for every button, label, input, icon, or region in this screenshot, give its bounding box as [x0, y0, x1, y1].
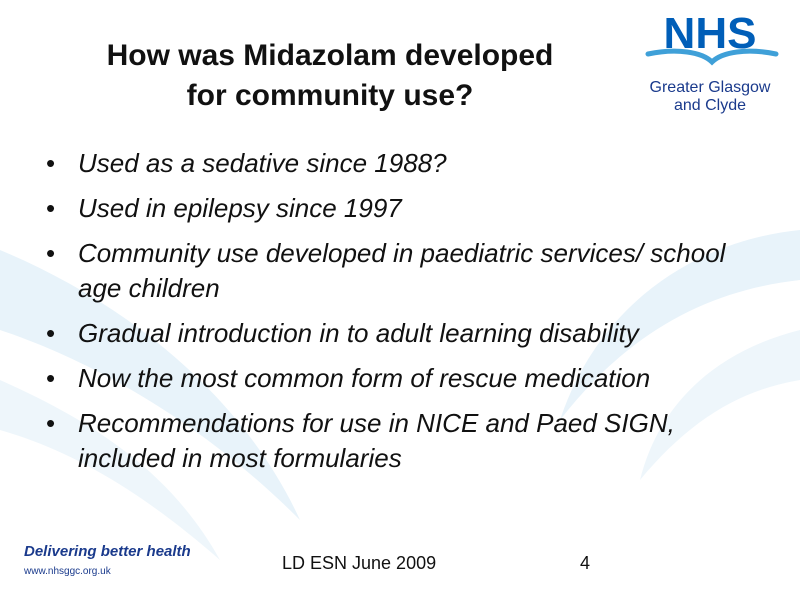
- bullet-list: [46, 146, 766, 486]
- page-number: 4: [580, 553, 591, 573]
- logo-line-2: and Clyde: [673, 97, 747, 114]
- list-item: [46, 146, 766, 181]
- nhs-wordmark: NHS: [663, 9, 757, 58]
- footer-center-text: LD ESN June 2009: [282, 553, 437, 573]
- nhs-logo: [632, 8, 792, 118]
- list-item-text: Community use developed in paediatric services/ school age children: [78, 238, 726, 303]
- bullet-dot: •: [46, 148, 56, 178]
- footer-tagline: Delivering better health: [24, 543, 191, 560]
- footer-url: www.nhsggc.org.uk: [24, 566, 111, 577]
- list-item-text: Gradual introduction in to adult learning disability: [78, 318, 639, 348]
- bullet-dot: •: [46, 238, 56, 268]
- list-item: [46, 361, 766, 396]
- list-item: [46, 236, 766, 306]
- bullet-dot: •: [46, 408, 56, 438]
- slide-title: [40, 36, 620, 116]
- list-item-text: Used in epilepsy since 1997: [78, 193, 402, 223]
- list-item: [46, 316, 766, 351]
- logo-line-1: Greater Glasgow: [649, 79, 771, 96]
- list-item-text: Used as a sedative since 1988?: [78, 148, 447, 178]
- list-item: [46, 406, 766, 476]
- bullet-dot: •: [46, 193, 56, 223]
- list-item-text: Now the most common form of rescue medication: [78, 363, 651, 393]
- list-item: [46, 191, 766, 226]
- bullet-dot: •: [46, 318, 56, 348]
- title-line-1: How was Midazolam developed: [106, 39, 554, 72]
- list-item-text: Recommendations for use in NICE and Paed SIGN, included in most formularies: [78, 408, 675, 473]
- title-line-2: for community use?: [186, 79, 474, 112]
- bullet-dot: •: [46, 363, 56, 393]
